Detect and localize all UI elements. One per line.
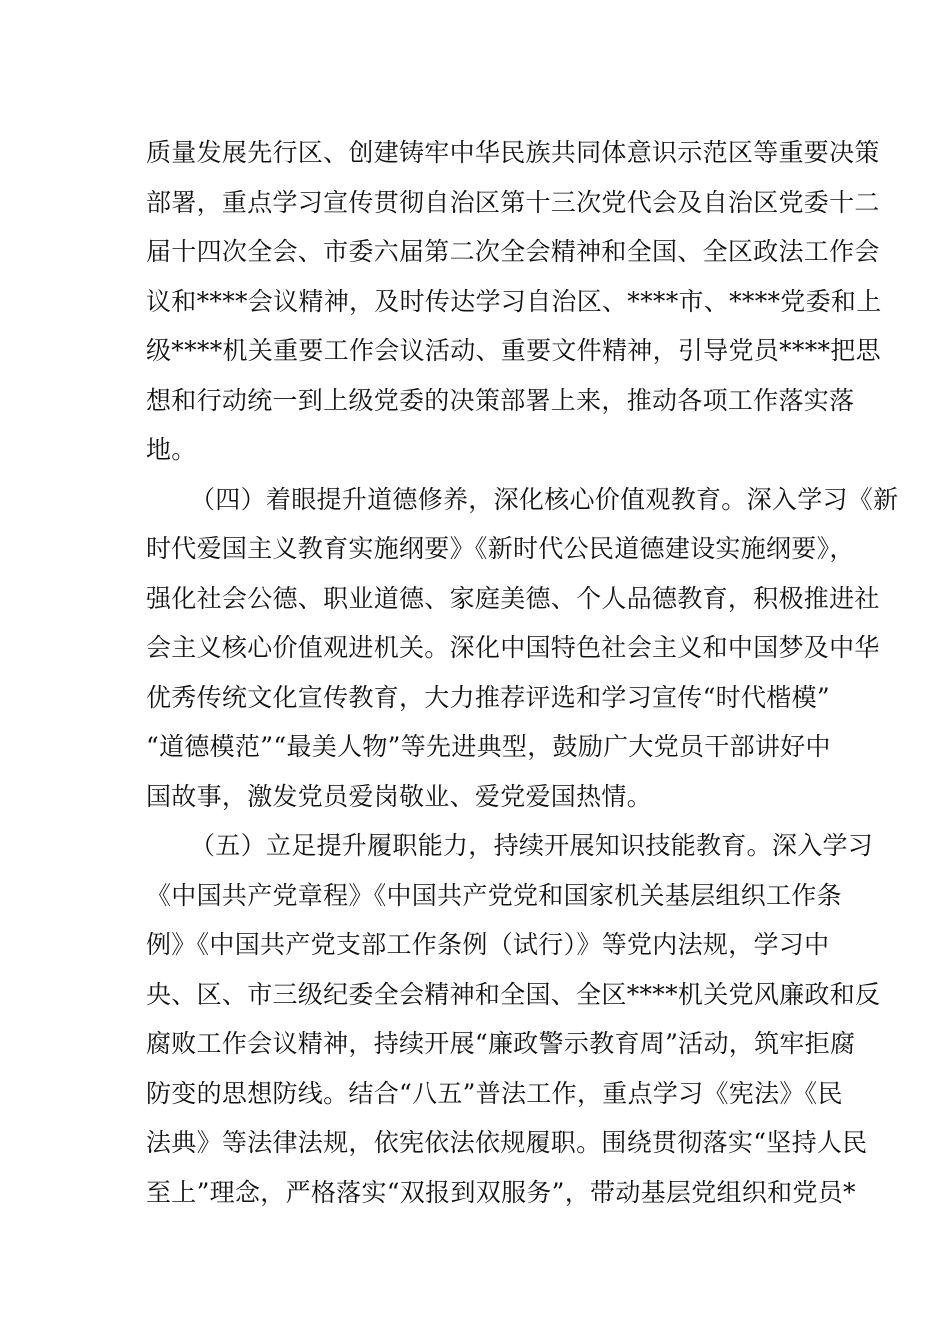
text-line: 央、区、市三级纪委全会精神和全国、全区****机关党风廉政和反 — [146, 979, 881, 1009]
text-line: 地。 — [146, 435, 197, 464]
text-line: 时代爱国主义教育实施纲要》《新时代公民道德建设实施纲要》， — [146, 534, 855, 563]
text-line: 届十四次全会、市委六届第二次全会精神和全国、全区政法工作会 — [146, 237, 880, 266]
text-line: 法典》等法律法规，依宪依法依规履职。围绕贯彻落实“坚持人民 — [146, 1128, 868, 1157]
text-line: 《中国共产党章程》《中国共产党党和国家机关基层组织工作条 — [146, 880, 842, 910]
text-line: 会主义核心价值观进机关。深化中国特色社会主义和中国梦及中华 — [146, 633, 880, 662]
text-line: 强化社会公德、职业道德、家庭美德、个人品德教育，积极推进社 — [146, 583, 880, 613]
text-line: 优秀传统文化宣传教育，大力推荐评选和学习宣传“时代楷模” — [146, 682, 830, 712]
text-line: 防变的思想防线。结合“八五”普法工作，重点学习《宪法》《民 — [146, 1078, 843, 1108]
document-body — [146, 128, 899, 1217]
text-line: 国故事，激发党员爱岗敬业、爱党爱国热情。 — [146, 781, 653, 811]
text-line: 例》《中国共产党支部工作条例（试行）》等党内法规，学习中 — [146, 930, 830, 959]
text-line: 部署，重点学习宣传贯彻自治区第十三次党代会及自治区党委十二 — [146, 187, 880, 217]
text-line: 质量发展先行区、创建铸牢中华民族共同体意识示范区等重要决策 — [146, 138, 880, 167]
text-line: 级****机关重要工作会议活动、重要文件精神，引导党员****把思 — [146, 336, 881, 365]
text-line: 议和****会议精神，及时传达学习自治区、****市、****党委和上 — [146, 286, 882, 316]
text-line: “道德模范”“最美人物”等先进典型，鼓励广大党员干部讲好中 — [146, 732, 831, 761]
paragraph-heading-line: （四）着眼提升道德修养，深化核心价值观教育。深入学习《新 — [190, 484, 899, 514]
text-line: 腐败工作会议精神，持续开展“廉政警示教育周”活动，筑牢拒腐 — [146, 1029, 856, 1058]
paragraph-heading-line: （五）立足提升履职能力，持续开展知识技能教育。深入学习 — [190, 831, 874, 860]
text-line: 至上”理念，严格落实“双报到双服务”，带动基层党组织和党员* — [146, 1177, 856, 1207]
text-line: 想和行动统一到上级党委的决策部署上来，推动各项工作落实落 — [146, 385, 855, 415]
